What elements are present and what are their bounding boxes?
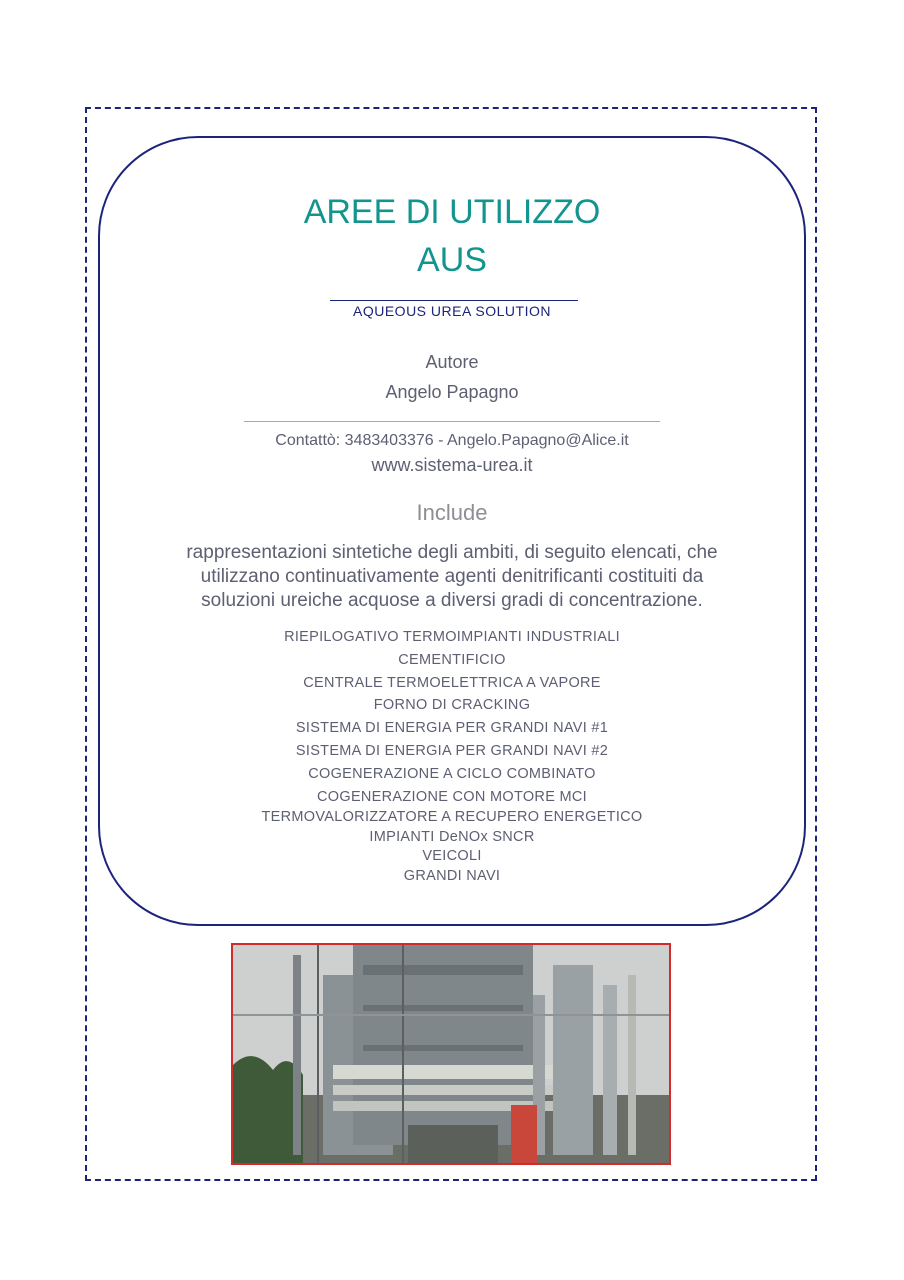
author-label: Autore <box>425 352 479 372</box>
subtitle: AQUEOUS UREA SOLUTION <box>353 303 551 319</box>
list-item: GRANDI NAVI <box>403 867 501 884</box>
subtitle-rule <box>330 300 578 301</box>
list-item: CENTRALE TERMOELETTRICA A VAPORE <box>303 674 601 691</box>
description-line: utilizzano continuativamente agenti denitrificanti costituiti da <box>200 566 704 587</box>
website-link[interactable]: www.sistema-urea.it <box>371 455 533 475</box>
contact-line: Contattò: 3483403376 - Angelo.Papagno@Alice.it <box>275 432 629 449</box>
title-line-1: AREE DI UTILIZZO <box>303 193 601 231</box>
list-item: RIEPILOGATIVO TERMOIMPIANTI INDUSTRIALI <box>284 629 620 645</box>
list-item: COGENERAZIONE A CICLO COMBINATO <box>308 765 596 782</box>
list-item: COGENERAZIONE CON MOTORE MCI <box>317 788 587 805</box>
list-item: FORNO DI CRACKING <box>373 697 531 714</box>
list-item: TERMOVALORIZZATORE A RECUPERO ENERGETICO <box>261 809 643 826</box>
description-line: rappresentazioni sintetiche degli ambiti, di seguito elencati, che <box>186 542 718 563</box>
list-item: SISTEMA DI ENERGIA PER GRANDI NAVI #1 <box>295 720 609 737</box>
list-item: CEMENTIFICIO <box>398 651 506 668</box>
list-item: SISTEMA DI ENERGIA PER GRANDI NAVI #2 <box>295 742 609 759</box>
title-line-2: AUS <box>417 241 487 279</box>
description-line: soluzioni ureiche acquose a diversi gradi di concentrazione. <box>201 590 703 611</box>
areas-list <box>98 626 806 886</box>
industrial-plant-photo <box>231 943 671 1165</box>
include-heading: Include <box>416 500 488 525</box>
contact-rule <box>244 421 660 422</box>
list-item: VEICOLI <box>422 848 482 865</box>
list-item: IMPIANTI DeNOx SNCR <box>369 828 535 845</box>
description <box>98 541 806 613</box>
author-name: Angelo Papagno <box>385 382 519 402</box>
